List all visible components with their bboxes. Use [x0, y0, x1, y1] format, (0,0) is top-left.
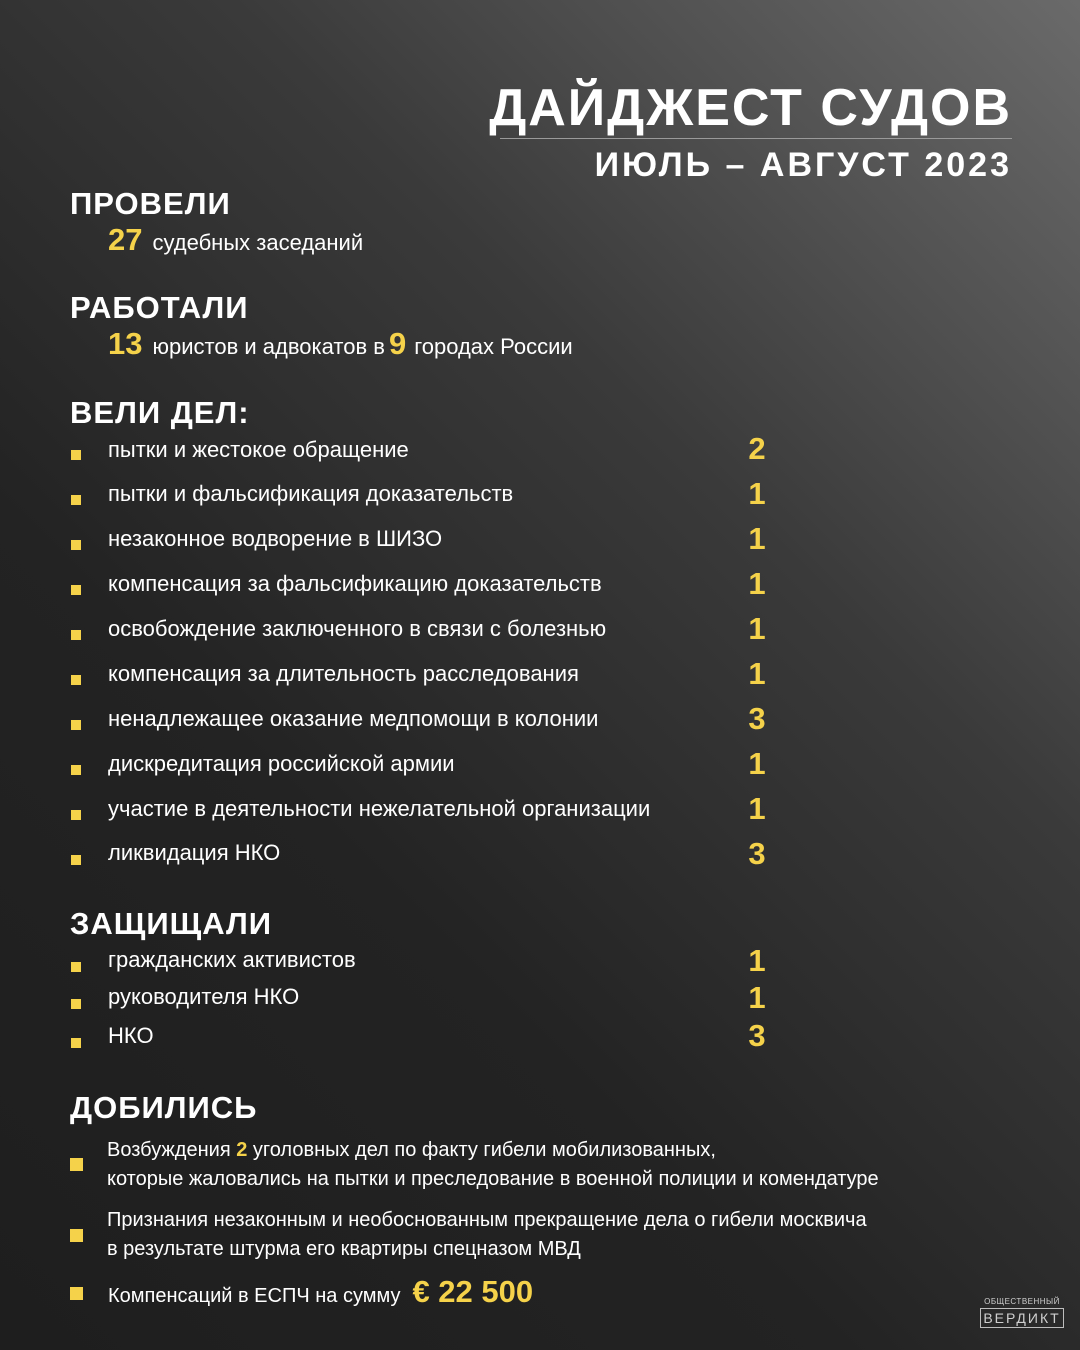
cities-count: 9 — [388, 326, 407, 361]
defended-label: руководителя НКО — [108, 984, 300, 1009]
bullet-icon — [71, 720, 81, 730]
case-label: освобождение заключенного в связи с болезнью — [108, 616, 607, 641]
case-label: компенсация за фальсификацию доказательств — [108, 571, 602, 596]
period-subtitle: ИЮЛЬ – АВГУСТ 2023 — [594, 146, 1012, 184]
achievement-line: Признания незаконным и необоснованным прекращение дела о гибели москвича — [107, 1209, 867, 1231]
case-label: участие в деятельности нежелательной организации — [108, 796, 651, 821]
achievement-criminal-cases — [107, 1136, 879, 1194]
defended-count: 1 — [748, 980, 766, 1015]
defended-count: 3 — [748, 1018, 766, 1053]
worked-text-middle: юристов и адвокатов в — [152, 334, 385, 359]
bullet-icon — [71, 495, 81, 505]
bullet-icon — [71, 999, 81, 1009]
bullet-icon — [71, 675, 81, 685]
defended-label: гражданских активистов — [108, 947, 356, 972]
case-label: пытки и жестокое обращение — [108, 437, 409, 462]
case-count: 1 — [748, 746, 766, 781]
case-count: 1 — [748, 566, 766, 601]
case-count: 1 — [748, 611, 766, 646]
defended-count: 1 — [748, 943, 766, 978]
held-count: 27 — [108, 222, 143, 257]
case-label: компенсация за длительность расследования — [108, 661, 579, 686]
case-label: дискредитация российской армии — [108, 751, 455, 776]
case-count: 1 — [748, 791, 766, 826]
bullet-icon — [70, 1158, 83, 1171]
worked-text-end: городах России — [414, 334, 573, 359]
held-stat — [108, 222, 363, 258]
bullet-icon — [70, 1229, 83, 1242]
achievement-line: в результате штурма его квартиры спецназом МВД — [107, 1238, 581, 1260]
case-count: 2 — [748, 431, 766, 466]
bullet-icon — [71, 540, 81, 550]
verdict-logo — [980, 1297, 1064, 1333]
bullet-icon — [71, 585, 81, 595]
bullet-icon — [71, 450, 81, 460]
lawyers-count: 13 — [108, 326, 143, 361]
defended-label: НКО — [108, 1023, 154, 1048]
case-count: 1 — [748, 656, 766, 691]
case-label: ликвидация НКО — [108, 840, 281, 865]
held-heading: ПРОВЕЛИ — [70, 186, 231, 221]
achievement-prefix: Возбуждения — [107, 1139, 237, 1161]
logo-top-text: ОБЩЕСТВЕННЫЙ — [984, 1297, 1060, 1306]
bullet-icon — [71, 1038, 81, 1048]
achievement-line: которые жаловались на пытки и преследование в военной полиции и комендатуре — [107, 1168, 879, 1190]
bullet-icon — [71, 765, 81, 775]
case-count: 1 — [748, 476, 766, 511]
cases-heading: ВЕЛИ ДЕЛ: — [70, 395, 250, 430]
achievement-echr — [108, 1274, 533, 1310]
case-label: пытки и фальсификация доказательств — [108, 481, 514, 506]
achievement-line — [107, 1136, 879, 1165]
echr-text: Компенсаций в ЕСПЧ на сумму — [108, 1285, 401, 1307]
achievement-number: 2 — [236, 1139, 248, 1161]
achievement-rest: уголовных дел по факту гибели мобилизованных, — [247, 1139, 716, 1161]
achieved-heading: ДОБИЛИСЬ — [70, 1090, 258, 1125]
title-divider — [500, 138, 1012, 139]
held-text: судебных заседаний — [152, 230, 364, 255]
bullet-icon — [71, 810, 81, 820]
case-label: ненадлежащее оказание медпомощи в колонии — [108, 706, 599, 731]
case-count: 1 — [748, 521, 766, 556]
echr-amount: € 22 500 — [412, 1274, 534, 1309]
defended-heading: ЗАЩИЩАЛИ — [70, 906, 273, 941]
case-count: 3 — [748, 701, 766, 736]
case-label: незаконное водворение в ШИЗО — [108, 526, 443, 551]
worked-stat — [108, 326, 573, 362]
page-title: ДАЙДЖЕСТ СУДОВ — [489, 79, 1012, 137]
logo-main-text: ВЕРДИКТ — [980, 1308, 1064, 1328]
bullet-icon — [71, 855, 81, 865]
bullet-icon — [71, 962, 81, 972]
achievement-case-ruling — [107, 1206, 867, 1264]
bullet-icon — [70, 1287, 83, 1300]
worked-heading: РАБОТАЛИ — [70, 290, 249, 325]
bullet-icon — [71, 630, 81, 640]
case-count: 3 — [748, 836, 766, 871]
